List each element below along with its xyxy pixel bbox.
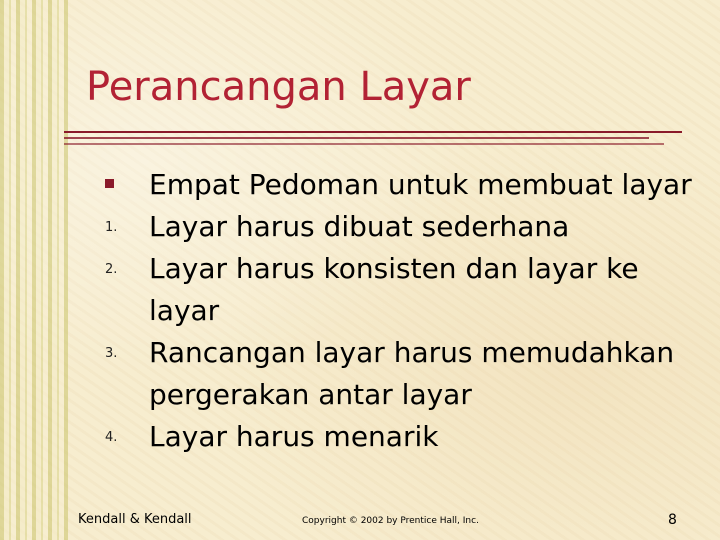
list-number: 3. bbox=[105, 346, 118, 361]
list-item-text: Empat Pedoman untuk membuat layar bbox=[149, 168, 692, 201]
list-item bbox=[80, 416, 710, 458]
list-item bbox=[80, 248, 710, 332]
slide-title: Perancangan Layar bbox=[86, 64, 471, 110]
list-item-text: Layar harus menarik bbox=[149, 420, 439, 453]
decorative-stripes bbox=[0, 0, 68, 540]
list-number: 1. bbox=[105, 220, 118, 235]
list-item bbox=[80, 332, 710, 416]
footer-copyright: Copyright © 2002 by Prentice Hall, Inc. bbox=[302, 516, 479, 526]
title-underline bbox=[64, 131, 682, 149]
square-bullet-icon bbox=[105, 179, 114, 188]
list-number: 2. bbox=[105, 262, 118, 277]
page-number: 8 bbox=[668, 512, 677, 528]
list-item-text: Rancangan layar harus memudahkan pergerakan antar layar bbox=[149, 336, 675, 411]
list-item-text: Layar harus dibuat sederhana bbox=[149, 210, 570, 243]
list-item bbox=[80, 206, 710, 248]
list-item-text: Layar harus konsisten dan layar ke layar bbox=[149, 252, 639, 327]
footer-authors: Kendall & Kendall bbox=[78, 512, 192, 527]
list-item bbox=[80, 164, 710, 206]
bullet-list bbox=[80, 164, 710, 458]
list-number: 4. bbox=[105, 430, 118, 445]
